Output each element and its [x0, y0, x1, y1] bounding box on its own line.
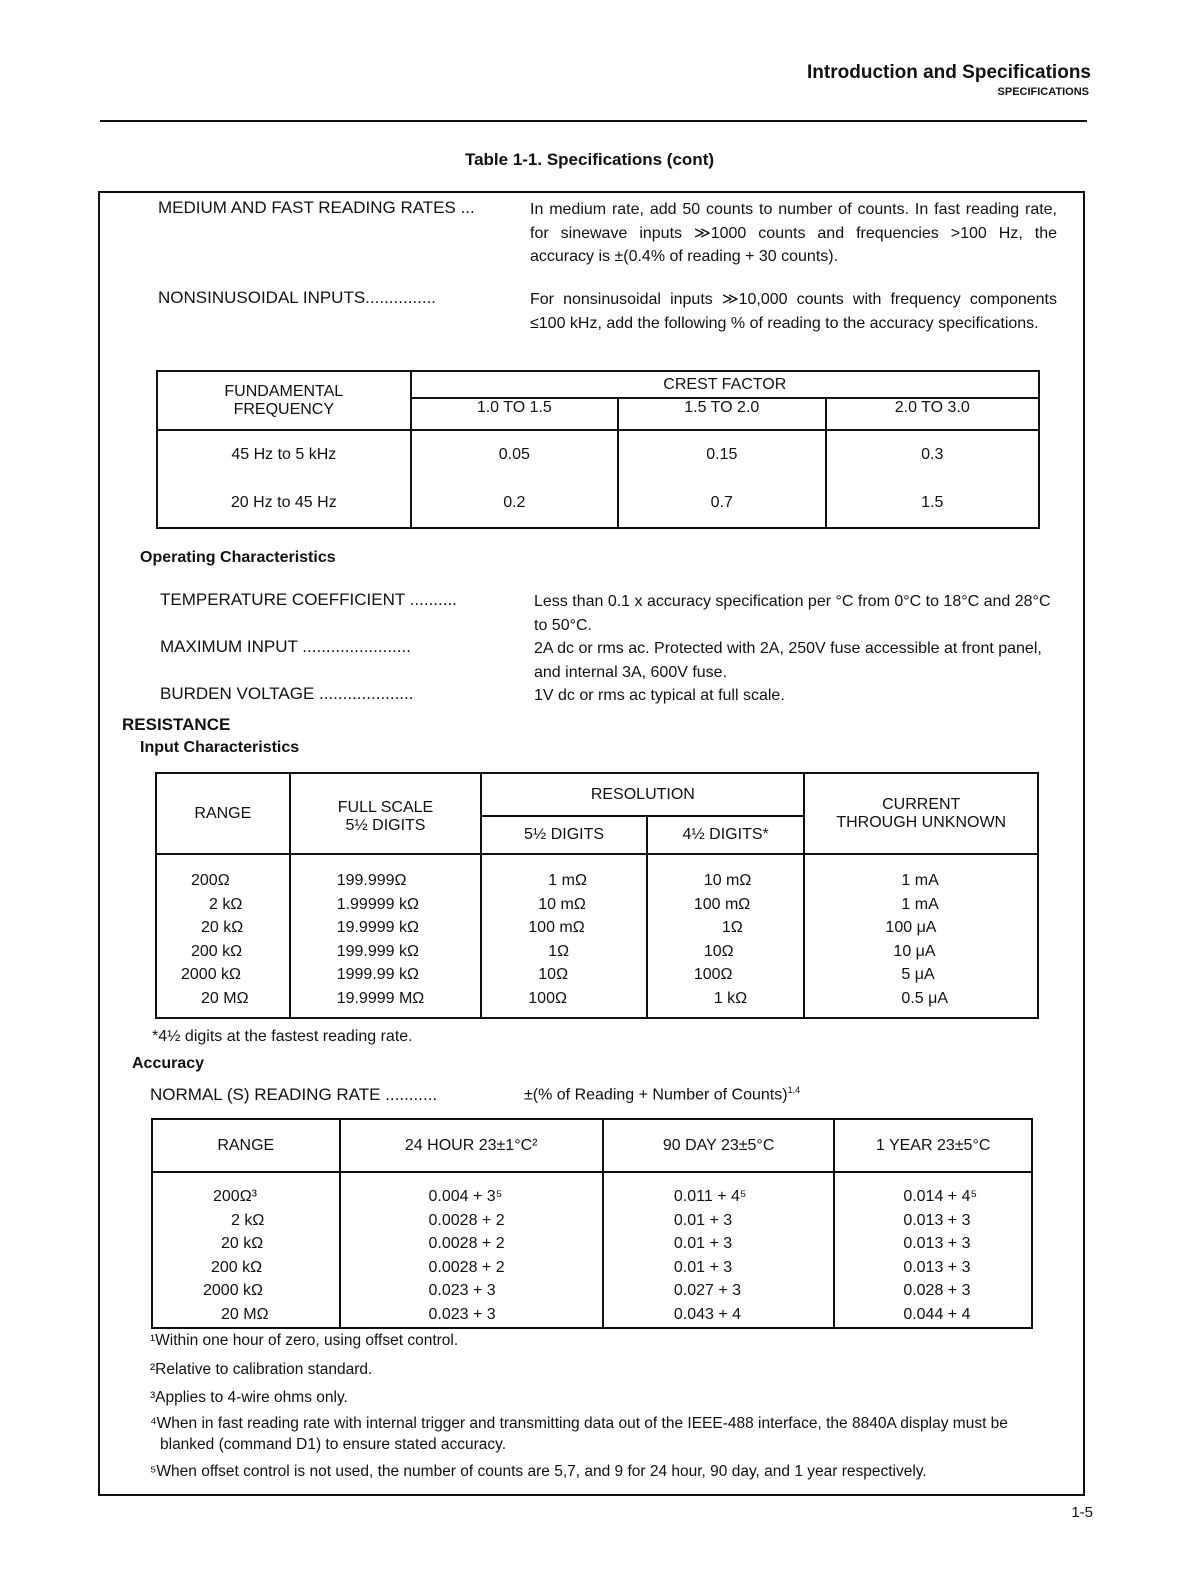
operating-heading: Operating Characteristics — [140, 549, 336, 566]
res-col-5half: 5½ DIGITS — [481, 816, 647, 854]
crest-values-col-3: 0.3 1.5 — [826, 430, 1039, 528]
op-label-temp-coefficient: TEMPERATURE COEFFICIENT .......... — [160, 590, 457, 609]
acc-1y-header: 1 YEAR 23±5°C — [834, 1119, 1032, 1172]
table-caption: Table 1-1. Specifications (cont) — [464, 150, 715, 169]
res-fullscale-values: 199.999Ω 1.99999 kΩ 19.9999 kΩ 199.999 kΩ 1999.99 kΩ 19.9999 MΩ — [290, 854, 482, 1018]
res-5half-values: 1 mΩ 10 mΩ 100 mΩ 1Ω 10Ω 100Ω — [481, 854, 647, 1018]
crest-col-2: 1.5 TO 2.0 — [618, 398, 825, 430]
crest-values-col-1: 0.05 0.2 — [411, 430, 618, 528]
acc-1y-values: 0.014 + 4⁵ 0.013 + 3 0.013 + 3 0.013 + 3 0.028 + 3 0.044 + 4 — [834, 1172, 1032, 1328]
resistance-heading: RESISTANCE — [122, 715, 231, 734]
accuracy-table — [151, 1118, 1033, 1329]
acc-90d-values: 0.011 + 4⁵ 0.01 + 3 0.01 + 3 0.01 + 3 0.027 + 3 0.043 + 4 — [603, 1172, 834, 1328]
acc-24h-values: 0.004 + 3⁵ 0.0028 + 2 0.0028 + 2 0.0028 + 2 0.023 + 3 0.023 + 3 — [340, 1172, 603, 1328]
crest-values-col-2: 0.15 0.7 — [618, 430, 825, 528]
res-range-header: RANGE — [156, 773, 290, 854]
op-label-burden-voltage: BURDEN VOLTAGE .................... — [160, 684, 414, 703]
accuracy-heading: Accuracy — [132, 1055, 205, 1072]
acc-24h-header: 24 HOUR 23±1°C² — [340, 1119, 603, 1172]
input-characteristics-heading: Input Characteristics — [140, 739, 300, 756]
spec-desc-reading-rates: In medium rate, add 50 counts to number of counts. In fast reading rate, for sinewave inputs ≫1000 counts and frequencies >100 Hz, the accuracy is ±(0.4% of reading + 30 counts). — [530, 201, 1057, 265]
op-desc-burden-voltage: 1V dc or rms ac typical at full scale. — [534, 687, 785, 704]
footnote-4: ⁴When in fast reading rate with internal trigger and transmitting data out of the IEEE-488 interface, the 8840A display must be blanked (command D1) to ensure stated accuracy. — [150, 1415, 1008, 1453]
res-4half-values: 10 mΩ 100 mΩ 1Ω 10Ω 100Ω 1 kΩ — [647, 854, 805, 1018]
res-resolution-header: RESOLUTION — [481, 773, 804, 816]
spec-desc-nonsinusoidal: For nonsinusoidal inputs ≫10,000 counts with frequency components ≤100 kHz, add the following % of reading to the accuracy specifications. — [530, 291, 1057, 332]
acc-90d-header: 90 DAY 23±5°C — [603, 1119, 834, 1172]
spec-label-reading-rates: MEDIUM AND FAST READING RATES ... — [158, 198, 475, 217]
res-fullscale-header: FULL SCALE 5½ DIGITS — [290, 773, 482, 854]
resistance-footnote: *4½ digits at the fastest reading rate. — [152, 1028, 413, 1045]
header-rule — [100, 120, 1087, 122]
footnote-5: ⁵When offset control is not used, the number of counts are 5,7, and 9 for 24 hour, 90 day, and 1 year respectively. — [150, 1463, 927, 1480]
crest-col-3: 2.0 TO 3.0 — [826, 398, 1039, 430]
footnote-1: ¹Within one hour of zero, using offset control. — [150, 1332, 459, 1349]
acc-range-header: RANGE — [152, 1119, 340, 1172]
res-range-values: 200Ω 2 kΩ 20 kΩ 200 kΩ 2000 kΩ 20 MΩ — [156, 854, 290, 1018]
resistance-input-table — [155, 772, 1039, 1019]
crest-freq-cell: 45 Hz to 5 kHz 20 Hz to 45 Hz — [157, 430, 411, 528]
spec-label-nonsinusoidal: NONSINUSOIDAL INPUTS............... — [158, 288, 437, 307]
res-current-values: 1 mA 1 mA 100 μA 10 μA 5 μA 0.5 μA — [804, 854, 1038, 1018]
footnote-2: ²Relative to calibration standard. — [150, 1361, 373, 1378]
crest-factor-header: CREST FACTOR — [411, 371, 1039, 398]
acc-range-values: 200Ω³ 2 kΩ 20 kΩ 200 kΩ 2000 kΩ 20 MΩ — [152, 1172, 340, 1328]
op-desc-temp-coefficient: Less than 0.1 x accuracy specification per °C from 0°C to 18°C and 28°C to 50°C. — [534, 593, 1051, 634]
op-desc-max-input: 2A dc or rms ac. Protected with 2A, 250V fuse accessible at front panel, and internal 3A, 600V fuse. — [534, 640, 1042, 681]
header-subtitle: SPECIFICATIONS — [997, 86, 1089, 98]
header-title: Introduction and Specifications — [807, 62, 1091, 83]
normal-rate-desc: ±(% of Reading + Number of Counts)$^{1,4}$ — [524, 1085, 801, 1104]
op-label-max-input: MAXIMUM INPUT ....................... — [160, 637, 411, 656]
res-col-4half: 4½ DIGITS* — [647, 816, 805, 854]
res-current-header: CURRENT THROUGH UNKNOWN — [804, 773, 1038, 854]
page-number: 1-5 — [1071, 1504, 1093, 1521]
crest-factor-table — [156, 370, 1040, 529]
fundamental-frequency-header: FUNDAMENTAL FREQUENCY — [157, 371, 411, 430]
footnote-3: ³Applies to 4-wire ohms only. — [150, 1389, 348, 1406]
crest-col-1: 1.0 TO 1.5 — [411, 398, 618, 430]
normal-rate-label: NORMAL (S) READING RATE ........... — [150, 1085, 438, 1104]
